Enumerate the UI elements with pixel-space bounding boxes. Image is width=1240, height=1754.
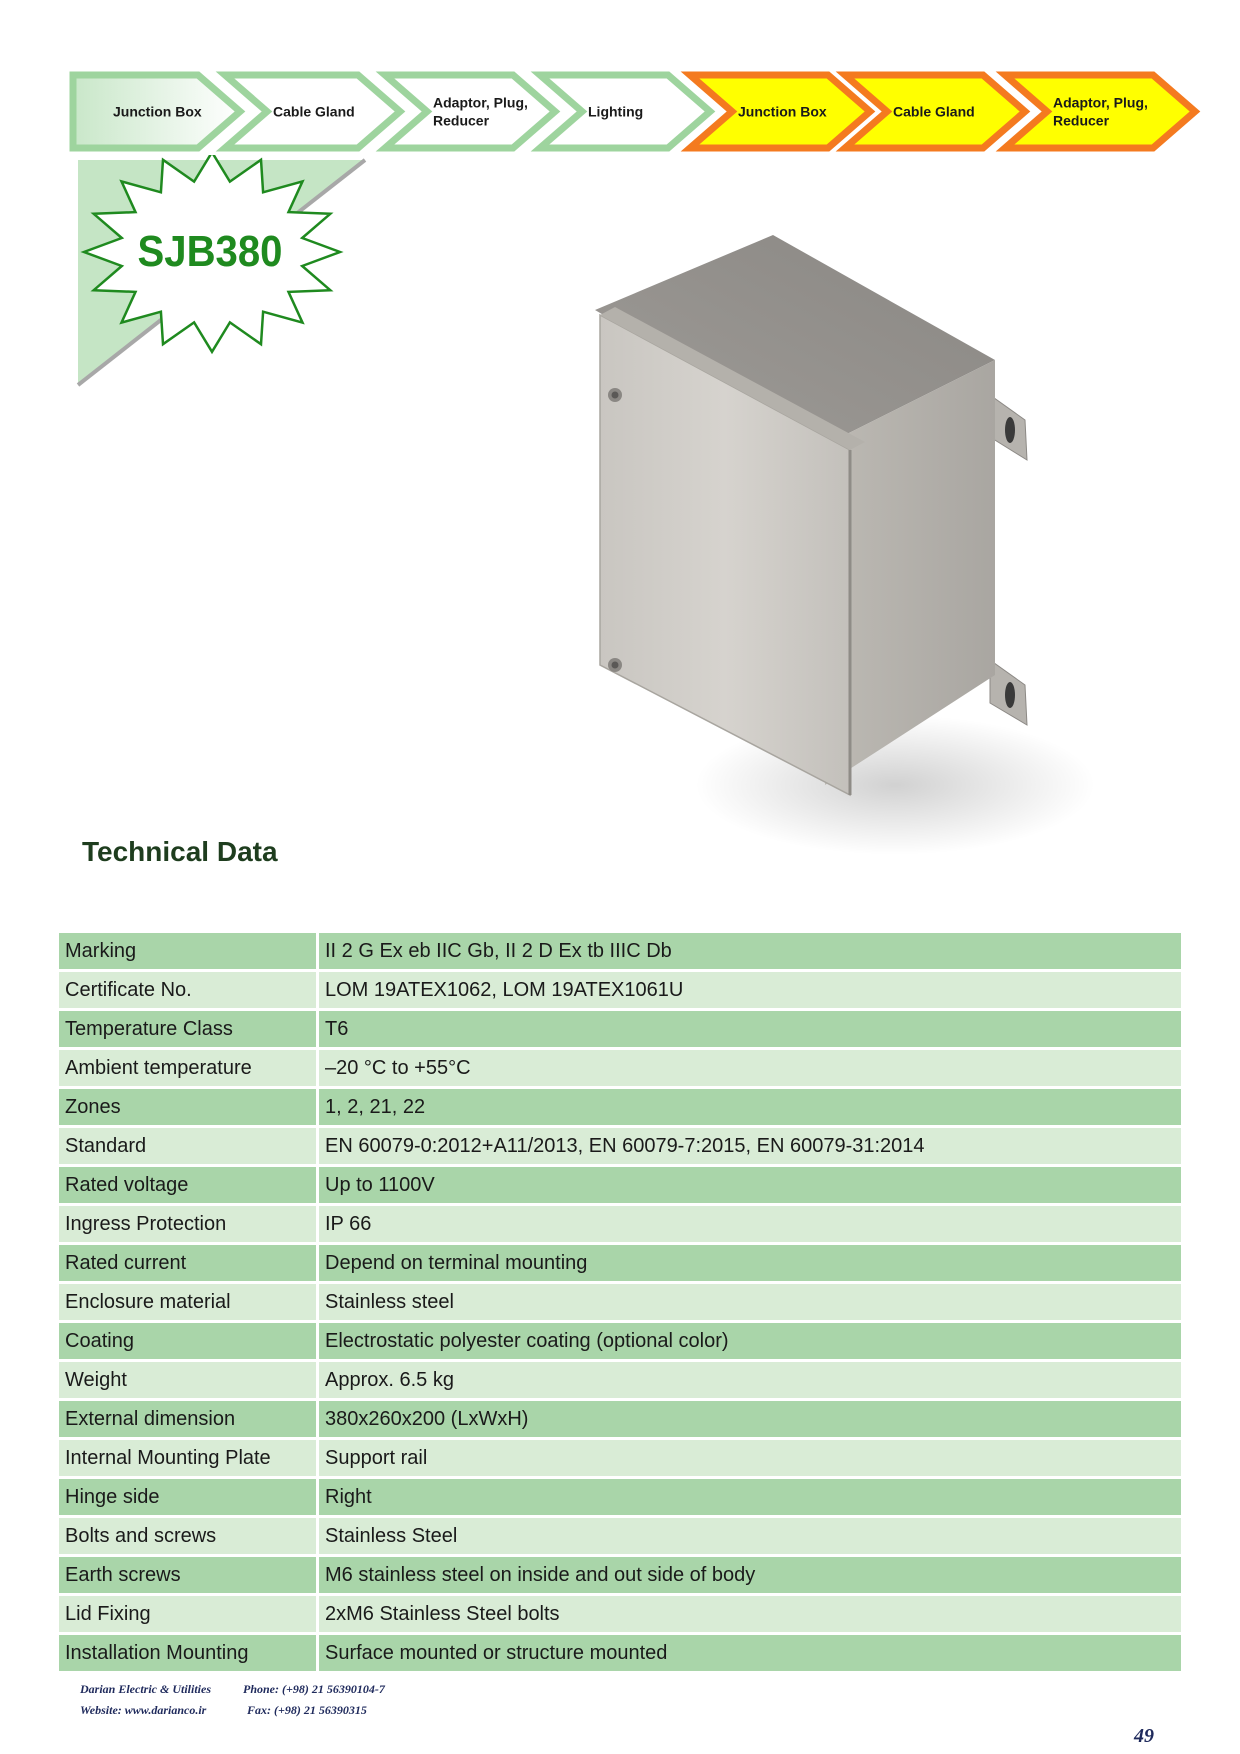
door-bolt-icon bbox=[608, 388, 622, 402]
table-row bbox=[59, 1479, 1181, 1515]
footer-phone: Phone: (+98) 21 56390104-7 bbox=[243, 1682, 385, 1696]
stainless-steel-junction-box-image bbox=[575, 225, 1095, 885]
spec-key: Hinge side bbox=[59, 1479, 319, 1515]
table-row bbox=[59, 1362, 1181, 1398]
spec-value: Surface mounted or structure mounted bbox=[319, 1635, 1181, 1671]
spec-key: Internal Mounting Plate bbox=[59, 1440, 319, 1476]
spec-value: Electrostatic polyester coating (optional color) bbox=[319, 1323, 1181, 1359]
model-badge bbox=[70, 155, 370, 395]
spec-key: Marking bbox=[59, 933, 319, 969]
spec-value: Approx. 6.5 kg bbox=[319, 1362, 1181, 1398]
mounting-bracket-top bbox=[990, 395, 1027, 460]
spec-value: Stainless steel bbox=[319, 1284, 1181, 1320]
spec-key: Temperature Class bbox=[59, 1011, 319, 1047]
table-row bbox=[59, 1596, 1181, 1632]
spec-value: T6 bbox=[319, 1011, 1181, 1047]
spec-key: Ambient temperature bbox=[59, 1050, 319, 1086]
nav-chevron[interactable] bbox=[225, 75, 400, 148]
nav-label: Junction Box bbox=[738, 103, 827, 120]
door-bolt-icon bbox=[608, 658, 622, 672]
table-row bbox=[59, 1518, 1181, 1554]
spec-value: LOM 19ATEX1062, LOM 19ATEX1061U bbox=[319, 972, 1181, 1008]
spec-value: Stainless Steel bbox=[319, 1518, 1181, 1554]
spec-key: Standard bbox=[59, 1128, 319, 1164]
table-row bbox=[59, 1089, 1181, 1125]
spec-value: M6 stainless steel on inside and out side of body bbox=[319, 1557, 1181, 1593]
table-row bbox=[59, 1206, 1181, 1242]
spec-key: External dimension bbox=[59, 1401, 319, 1437]
table-row bbox=[59, 1284, 1181, 1320]
nav-chevron[interactable] bbox=[73, 75, 240, 148]
nav-chevron[interactable] bbox=[1005, 75, 1195, 148]
table-row bbox=[59, 1440, 1181, 1476]
table-row bbox=[59, 1245, 1181, 1281]
footer-company: Darian Electric & Utilities bbox=[80, 1682, 211, 1696]
spec-value: Support rail bbox=[319, 1440, 1181, 1476]
model-name: SJB380 bbox=[137, 227, 283, 276]
spec-key: Bolts and screws bbox=[59, 1518, 319, 1554]
table-row bbox=[59, 1167, 1181, 1203]
spec-value: 2xM6 Stainless Steel bolts bbox=[319, 1596, 1181, 1632]
category-nav bbox=[0, 0, 1240, 160]
spec-value: IP 66 bbox=[319, 1206, 1181, 1242]
nav-label: Adaptor, Plug, Reducer bbox=[433, 94, 528, 129]
nav-label: Junction Box bbox=[113, 103, 202, 120]
nav-label: Adaptor, Plug, Reducer bbox=[1053, 94, 1148, 129]
table-row bbox=[59, 1557, 1181, 1593]
spec-value: EN 60079-0:2012+A11/2013, EN 60079-7:2015, EN 60079-31:2014 bbox=[319, 1128, 1181, 1164]
spec-key: Lid Fixing bbox=[59, 1596, 319, 1632]
spec-key: Earth screws bbox=[59, 1557, 319, 1593]
spec-key: Weight bbox=[59, 1362, 319, 1398]
table-row bbox=[59, 1635, 1181, 1671]
table-row bbox=[59, 1128, 1181, 1164]
section-title: Technical Data bbox=[82, 836, 278, 867]
table-row bbox=[59, 972, 1181, 1008]
mounting-bracket-bottom bbox=[990, 660, 1027, 725]
table-row bbox=[59, 1050, 1181, 1086]
spec-key: Zones bbox=[59, 1089, 319, 1125]
table-row bbox=[59, 1011, 1181, 1047]
spec-value: 1, 2, 21, 22 bbox=[319, 1089, 1181, 1125]
spec-value: 380x260x200 (LxWxH) bbox=[319, 1401, 1181, 1437]
spec-value: Depend on terminal mounting bbox=[319, 1245, 1181, 1281]
spec-key: Rated voltage bbox=[59, 1167, 319, 1203]
spec-key: Enclosure material bbox=[59, 1284, 319, 1320]
table-row bbox=[59, 1323, 1181, 1359]
nav-label: Cable Gland bbox=[273, 103, 355, 120]
spec-value: –20 °C to +55°C bbox=[319, 1050, 1181, 1086]
nav-label: Lighting bbox=[588, 103, 644, 120]
technical-data-table bbox=[59, 930, 1181, 1674]
spec-key: Rated current bbox=[59, 1245, 319, 1281]
spec-value: Up to 1100V bbox=[319, 1167, 1181, 1203]
nav-chevron[interactable] bbox=[690, 75, 870, 148]
nav-chevron[interactable] bbox=[385, 75, 555, 148]
spec-key: Coating bbox=[59, 1323, 319, 1359]
footer-website: Website: www.darianco.ir bbox=[80, 1703, 207, 1717]
nav-chevron[interactable] bbox=[540, 75, 710, 148]
spec-value: II 2 G Ex eb IIC Gb, II 2 D Ex tb IIIC Db bbox=[319, 933, 1181, 969]
spec-key: Certificate No. bbox=[59, 972, 319, 1008]
footer-fax: Fax: (+98) 21 56390315 bbox=[247, 1703, 367, 1717]
spec-key: Ingress Protection bbox=[59, 1206, 319, 1242]
page-number: 49 bbox=[1134, 1725, 1154, 1747]
nav-label: Cable Gland bbox=[893, 103, 975, 120]
spec-key: Installation Mounting bbox=[59, 1635, 319, 1671]
table-row bbox=[59, 933, 1181, 969]
spec-value: Right bbox=[319, 1479, 1181, 1515]
table-row bbox=[59, 1401, 1181, 1437]
